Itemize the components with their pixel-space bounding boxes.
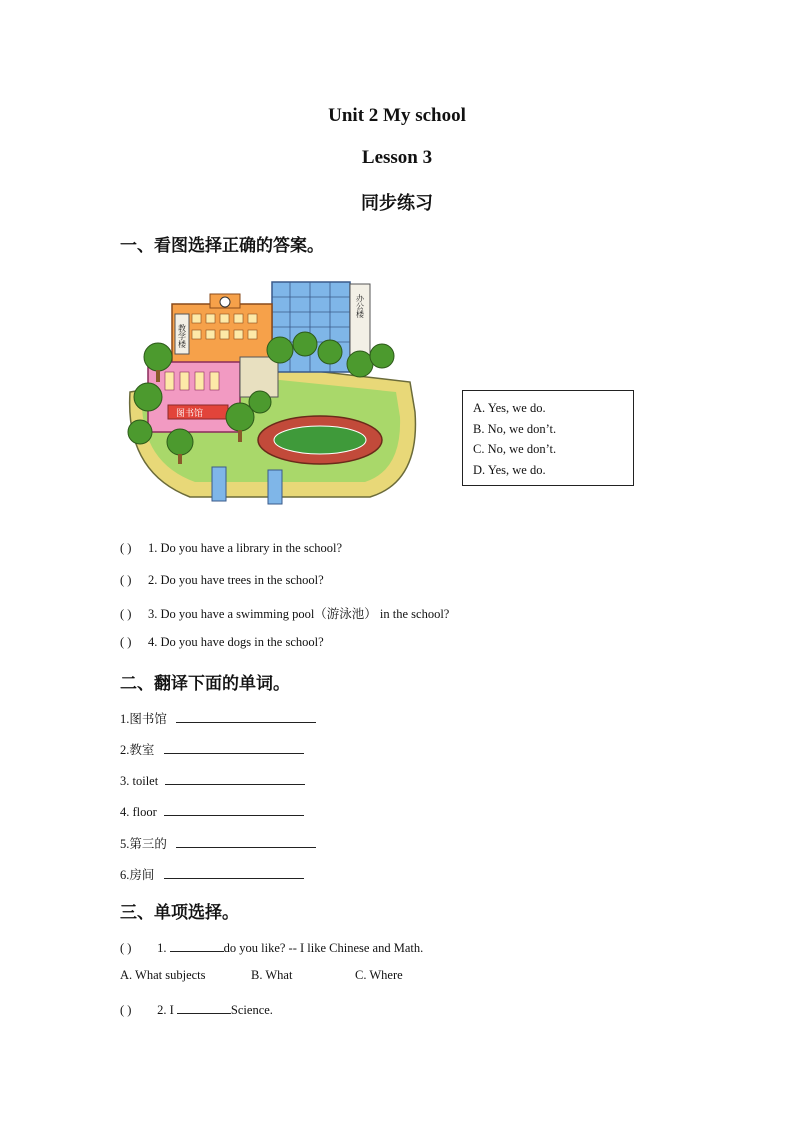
s3-question-1 — [120, 937, 423, 956]
question-number: 2. I — [157, 1003, 174, 1017]
gate-pillar-left — [212, 467, 226, 501]
option-c: C. No, we don’t. — [473, 442, 557, 456]
translate-item-1 — [120, 708, 316, 727]
answer-paren[interactable]: ( ) — [120, 635, 132, 649]
answer-blank[interactable] — [170, 937, 224, 952]
answer-blank[interactable] — [164, 864, 304, 879]
section1-heading: 一、看图选择正确的答案。 — [120, 236, 324, 256]
answer-blank[interactable] — [165, 770, 305, 785]
office-sign-text: 办公楼 — [355, 294, 365, 318]
gate-pillar-right — [268, 470, 282, 504]
translate-item-3 — [120, 770, 305, 789]
teaching-sign-text: 教学楼 — [177, 324, 187, 348]
question-text: Science. — [230, 1003, 273, 1017]
s1-question-1 — [120, 541, 342, 556]
question-text: 3. Do you have a swimming pool（游泳池） in the school? — [148, 607, 450, 621]
choice-b: B. What — [251, 968, 293, 982]
answer-paren[interactable]: ( ) — [120, 1003, 132, 1017]
option-a: A. Yes, we do. — [473, 401, 546, 415]
word: 6.房间 — [120, 868, 155, 882]
answer-blank[interactable] — [176, 833, 316, 848]
word: 5.第三的 — [120, 837, 167, 851]
choice-a: A. What subjects — [120, 968, 206, 982]
answer-paren[interactable]: ( ) — [120, 607, 132, 621]
answer-paren[interactable]: ( ) — [120, 573, 132, 587]
option-b: B. No, we don’t. — [473, 421, 557, 436]
question-text: do you like? -- I like Chinese and Math. — [223, 941, 424, 955]
answer-paren[interactable]: ( ) — [120, 941, 132, 955]
word: 2.教室 — [120, 743, 155, 757]
clock-icon — [220, 297, 230, 307]
answer-blank[interactable] — [177, 999, 231, 1014]
lesson-title: Lesson 3 — [361, 147, 433, 168]
unit-title: Unit 2 My school — [328, 105, 466, 126]
answer-paren[interactable]: ( ) — [120, 541, 132, 555]
word: 4. floor — [120, 805, 157, 819]
s3-question-2 — [120, 999, 273, 1018]
section2-heading: 二、翻译下面的单词。 — [120, 674, 290, 694]
s1-question-4 — [120, 635, 324, 650]
library-sign-text: 图书馆 — [176, 409, 204, 419]
answer-blank[interactable] — [164, 801, 304, 816]
s3-q1-options — [120, 968, 403, 983]
option-d: D. Yes, we do. — [473, 462, 546, 477]
answer-blank[interactable] — [176, 708, 316, 723]
question-text: 4. Do you have dogs in the school? — [148, 635, 324, 649]
school-illustration — [120, 272, 420, 520]
question-number: 1. — [157, 941, 167, 955]
question-text: 2. Do you have trees in the school? — [148, 573, 324, 587]
word: 3. toilet — [120, 774, 159, 788]
s1-question-2 — [120, 573, 324, 588]
translate-item-5 — [120, 833, 316, 852]
s1-question-3 — [120, 604, 449, 622]
word: 1.图书馆 — [120, 712, 167, 726]
sports-field — [274, 426, 366, 454]
translate-item-2 — [120, 739, 304, 758]
choice-c: C. Where — [355, 968, 403, 982]
answer-options-box — [462, 390, 634, 486]
translate-item-6 — [120, 864, 304, 883]
section3-heading: 三、单项选择。 — [120, 903, 239, 923]
practice-title: 同步练习 — [361, 193, 433, 214]
answer-blank[interactable] — [164, 739, 304, 754]
translate-item-4 — [120, 801, 304, 820]
question-text: 1. Do you have a library in the school? — [148, 541, 343, 555]
